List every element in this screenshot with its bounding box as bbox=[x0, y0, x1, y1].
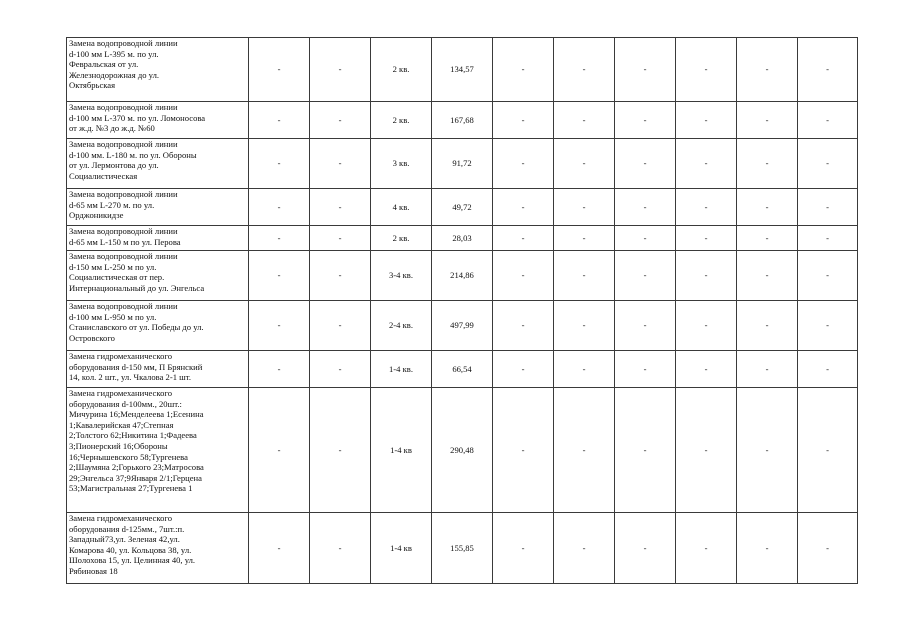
table-cell: - bbox=[798, 189, 858, 226]
work-description-line: d-65 мм L-150 м по ул. Перова bbox=[69, 236, 181, 247]
table-cell: - bbox=[249, 351, 310, 388]
table-cell: - bbox=[554, 351, 615, 388]
table-cell: - bbox=[798, 226, 858, 251]
table-row bbox=[67, 513, 858, 584]
work-description-cell bbox=[67, 102, 249, 139]
table-cell: - bbox=[310, 226, 371, 251]
table-cell: - bbox=[676, 513, 737, 584]
quarter-cell: 2 кв. bbox=[371, 102, 432, 139]
work-description-line: Октябрьская bbox=[69, 80, 116, 91]
work-description-line: 14, кол. 2 шт., ул. Чкалова 2-1 шт. bbox=[69, 372, 192, 383]
work-description-line: 2;Толстого 62;Никитина 1;Фадеева bbox=[69, 430, 197, 441]
table-cell: - bbox=[676, 351, 737, 388]
table-cell: - bbox=[493, 251, 554, 301]
table-cell: - bbox=[615, 38, 676, 102]
table-cell: - bbox=[249, 388, 310, 513]
table-cell: - bbox=[615, 189, 676, 226]
table-cell: - bbox=[615, 513, 676, 584]
table-cell: - bbox=[554, 38, 615, 102]
cost-cell: 66,54 bbox=[432, 351, 493, 388]
table-cell: - bbox=[615, 102, 676, 139]
table-cell: - bbox=[676, 189, 737, 226]
table-cell: - bbox=[310, 189, 371, 226]
table-cell: - bbox=[737, 189, 798, 226]
work-description-cell bbox=[67, 251, 249, 301]
quarter-cell: 3 кв. bbox=[371, 139, 432, 189]
work-description-line: Железнодорожная до ул. bbox=[69, 69, 160, 80]
table-cell: - bbox=[676, 301, 737, 351]
work-description-line: Социалистическая от пер. bbox=[69, 272, 165, 283]
cost-cell: 91,72 bbox=[432, 139, 493, 189]
work-description-cell bbox=[67, 513, 249, 584]
table-cell: - bbox=[737, 226, 798, 251]
table-cell: - bbox=[737, 251, 798, 301]
work-description-line: d-100 мм L-395 м. по ул. bbox=[69, 48, 159, 59]
table-cell: - bbox=[493, 226, 554, 251]
work-description-line: Комарова 40, ул. Кольцова 38, ул. bbox=[69, 544, 192, 555]
table-body bbox=[67, 38, 858, 584]
table-cell: - bbox=[615, 351, 676, 388]
table-row bbox=[67, 189, 858, 226]
table-cell: - bbox=[554, 388, 615, 513]
table-cell: - bbox=[310, 351, 371, 388]
work-description-line: 2;Шаумяна 2;Горького 23;Матросова bbox=[69, 462, 204, 473]
work-description-cell bbox=[67, 189, 249, 226]
work-description-line: d-100 мм L-950 м по ул. bbox=[69, 311, 157, 322]
work-description-line: Замена водопроводной линии bbox=[69, 251, 178, 261]
table-row bbox=[67, 139, 858, 189]
table-cell: - bbox=[676, 388, 737, 513]
work-description-line: 1;Кавалерийская 47;Степная bbox=[69, 419, 174, 430]
table-cell: - bbox=[676, 38, 737, 102]
table-cell: - bbox=[554, 189, 615, 226]
work-description-line: 53;Магистральная 27;Тургенева 1 bbox=[69, 483, 193, 494]
work-description-line: Февральская от ул. bbox=[69, 59, 139, 70]
table-cell: - bbox=[798, 102, 858, 139]
table-cell: - bbox=[676, 251, 737, 301]
work-description-line: оборудования d-125мм., 7шт.:п. bbox=[69, 523, 185, 534]
work-description-line: Станиславского от ул. Победы до ул. bbox=[69, 322, 204, 333]
work-description-line: Замена водопроводной линии bbox=[69, 38, 178, 48]
table-cell: - bbox=[493, 139, 554, 189]
work-description-line: Западный73,ул. Зеленая 42,ул. bbox=[69, 534, 180, 545]
work-description-line: d-150 мм L-250 м по ул. bbox=[69, 261, 157, 272]
cost-cell: 28,03 bbox=[432, 226, 493, 251]
table-cell: - bbox=[737, 38, 798, 102]
work-description-line: 16;Чернышевского 58;Тургенева bbox=[69, 451, 188, 462]
work-description-line: Островского bbox=[69, 332, 115, 343]
table-cell: - bbox=[554, 301, 615, 351]
cost-cell: 155,85 bbox=[432, 513, 493, 584]
work-description-cell bbox=[67, 301, 249, 351]
table-row bbox=[67, 226, 858, 251]
table-cell: - bbox=[249, 38, 310, 102]
quarter-cell: 2-4 кв. bbox=[371, 301, 432, 351]
table-row bbox=[67, 38, 858, 102]
table-row bbox=[67, 251, 858, 301]
work-description-line: Замена водопроводной линии bbox=[69, 102, 178, 112]
table-cell: - bbox=[798, 351, 858, 388]
work-description-line: Мичурина 16;Менделеева 1;Есенина bbox=[69, 409, 204, 420]
table-cell: - bbox=[493, 189, 554, 226]
table-cell: - bbox=[249, 226, 310, 251]
table-cell: - bbox=[310, 251, 371, 301]
work-description-line: 29;Энгельса 37;9Января 2/1;Герцена bbox=[69, 472, 202, 483]
work-description-line: Замена водопроводной линии bbox=[69, 189, 178, 199]
table-cell: - bbox=[615, 301, 676, 351]
work-description-line: Рябиновая 18 bbox=[69, 565, 118, 576]
quarter-cell: 2 кв. bbox=[371, 38, 432, 102]
work-description-line: Замена водопроводной линии bbox=[69, 139, 178, 149]
table-cell: - bbox=[554, 139, 615, 189]
table-row bbox=[67, 102, 858, 139]
table-cell: - bbox=[310, 301, 371, 351]
quarter-cell: 3-4 кв. bbox=[371, 251, 432, 301]
table-cell: - bbox=[493, 351, 554, 388]
table-cell: - bbox=[493, 301, 554, 351]
works-table bbox=[66, 37, 858, 584]
table-cell: - bbox=[554, 226, 615, 251]
table-cell: - bbox=[249, 251, 310, 301]
work-description-line: оборудования d-100мм., 20шт.: bbox=[69, 398, 182, 409]
work-description-line: d-65 мм L-270 м. по ул. bbox=[69, 199, 155, 210]
work-description-line: от ул. Лермонтова до ул. bbox=[69, 160, 159, 171]
table-cell: - bbox=[798, 513, 858, 584]
table-cell: - bbox=[798, 301, 858, 351]
work-description-cell bbox=[67, 38, 249, 102]
work-description-line: d-100 мм. L-180 м. по ул. Обороны bbox=[69, 149, 197, 160]
table-cell: - bbox=[493, 102, 554, 139]
cost-cell: 167,68 bbox=[432, 102, 493, 139]
table-cell: - bbox=[493, 38, 554, 102]
work-description-cell bbox=[67, 226, 249, 251]
table-cell: - bbox=[249, 513, 310, 584]
table-row bbox=[67, 301, 858, 351]
table-cell: - bbox=[737, 351, 798, 388]
work-description-line: Замена гидромеханического bbox=[69, 513, 173, 523]
table-cell: - bbox=[554, 513, 615, 584]
table-cell: - bbox=[615, 388, 676, 513]
table-cell: - bbox=[310, 139, 371, 189]
work-description-line: Орджоникидзе bbox=[69, 210, 124, 221]
cost-cell: 290,48 bbox=[432, 388, 493, 513]
table-cell: - bbox=[615, 251, 676, 301]
table-cell: - bbox=[249, 189, 310, 226]
work-description-cell bbox=[67, 351, 249, 388]
table-cell: - bbox=[737, 301, 798, 351]
work-description-cell bbox=[67, 388, 249, 513]
table-cell: - bbox=[737, 139, 798, 189]
table-cell: - bbox=[737, 388, 798, 513]
table-cell: - bbox=[737, 102, 798, 139]
quarter-cell: 1-4 кв bbox=[371, 513, 432, 584]
work-description-line: Замена водопроводной линии bbox=[69, 226, 178, 236]
work-description-line: оборудования d-150 мм, П Брянский bbox=[69, 361, 203, 372]
work-description-line: Замена гидромеханического bbox=[69, 351, 173, 361]
table-cell: - bbox=[615, 139, 676, 189]
work-description-line: от ж.д. №3 до ж.д. №60 bbox=[69, 123, 155, 134]
work-description-line: Интернациональный до ул. Энгельса bbox=[69, 282, 205, 293]
work-description-line: Замена водопроводной линии bbox=[69, 301, 178, 311]
table-cell: - bbox=[310, 388, 371, 513]
cost-cell: 134,57 bbox=[432, 38, 493, 102]
cost-cell: 49,72 bbox=[432, 189, 493, 226]
table-cell: - bbox=[310, 513, 371, 584]
work-description-line: 3;Пионерский 16;Обороны bbox=[69, 440, 168, 451]
table-cell: - bbox=[554, 251, 615, 301]
table-cell: - bbox=[676, 226, 737, 251]
work-description-line: Шолохова 15, ул. Целинная 40, ул. bbox=[69, 555, 196, 566]
table-cell: - bbox=[676, 139, 737, 189]
table-cell: - bbox=[798, 139, 858, 189]
work-description-line: d-100 мм L-370 м. по ул. Ломоносова bbox=[69, 112, 206, 123]
table-cell: - bbox=[615, 226, 676, 251]
table-cell: - bbox=[554, 102, 615, 139]
table-cell: - bbox=[310, 102, 371, 139]
table-cell: - bbox=[676, 102, 737, 139]
table-cell: - bbox=[493, 388, 554, 513]
table-row bbox=[67, 351, 858, 388]
table-cell: - bbox=[798, 388, 858, 513]
table-cell: - bbox=[310, 38, 371, 102]
table-cell: - bbox=[798, 38, 858, 102]
table-cell: - bbox=[249, 139, 310, 189]
table-cell: - bbox=[249, 301, 310, 351]
cost-cell: 214,86 bbox=[432, 251, 493, 301]
work-description-line: Социалистическая bbox=[69, 170, 138, 181]
work-description-cell bbox=[67, 139, 249, 189]
quarter-cell: 4 кв. bbox=[371, 189, 432, 226]
table-row bbox=[67, 388, 858, 513]
cost-cell: 497,99 bbox=[432, 301, 493, 351]
quarter-cell: 1-4 кв bbox=[371, 388, 432, 513]
table-cell: - bbox=[737, 513, 798, 584]
table-cell: - bbox=[249, 102, 310, 139]
quarter-cell: 2 кв. bbox=[371, 226, 432, 251]
table-cell: - bbox=[798, 251, 858, 301]
table-cell: - bbox=[493, 513, 554, 584]
quarter-cell: 1-4 кв. bbox=[371, 351, 432, 388]
work-description-line: Замена гидромеханического bbox=[69, 388, 173, 398]
